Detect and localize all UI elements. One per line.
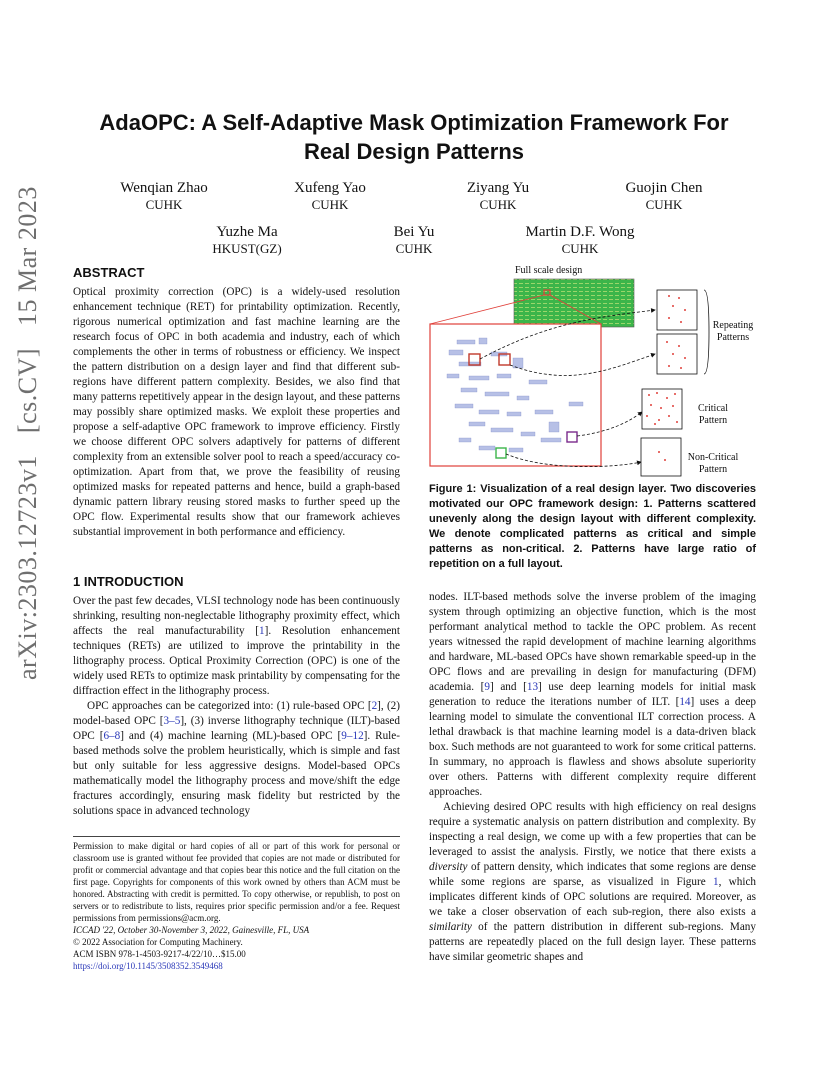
- figure-1-diagram: [429, 262, 759, 477]
- isbn-line: ACM ISBN 978-1-4503-9217-4/22/10…$15.00: [73, 949, 246, 959]
- footnote-rule: [73, 836, 400, 837]
- abstract-text: Optical proximity correction (OPC) is a widely-used resolution enhancement technique (RET) for printability optimization. Recently, rigorous numerical optimization and fast machine learning are the research focus of OPC in both academia and industry, each of which complements the other in terms of robustness or efficiency. We inspect the pattern distribution on a design layer and find that different sub-regions have different pattern complexity. Besides, we also find that many patterns repetitively appear in the design layout, and these patterns may possibly share optimized masks. We exploit these properties and propose a self-adaptive OPC framework to improve efficiency. Firstly we choose different OPC solvers adaptively for patterns of different complexity from an extensible solver pool to reach a speed/accuracy co-optimization. Apart from that, we prove the feasibility of reusing optimized masks for repeated patterns and hence, build a graph-based dynamic pattern library reusing stored masks to further speed up the OPC flow. Experimental results show that our framework achieves substantial improvement in both performance and efficiency.: [73, 286, 400, 538]
- intro-paragraph-2: OPC approaches can be categorized into: (1) rule-based OPC [2], (2) model-based OPC [3–5], (3) inverse lithography technique (ILT)-based OPC [6–8] and (4) machine learning (ML)-based OPC [9–12]. Rule-based methods solve the problem heuristically, which is simple and fast but only suitable for less aggressive designs. Model-based OPCs mathematically model the lithography process and move/shift the edge fractures accordingly, ensuring mask fidelity but restricted by the solutions space in advanced technology: [73, 700, 400, 817]
- arxiv-stamp: [8, 40, 48, 680]
- title-line-2: Real Design Patterns: [303, 139, 525, 164]
- citation-link[interactable]: 3–5: [163, 715, 181, 727]
- author: [245, 179, 415, 213]
- abstract-heading: ABSTRACT: [73, 265, 145, 280]
- author-affiliation: CUHK: [395, 241, 433, 256]
- author: [329, 223, 499, 257]
- intro-right-column: [429, 590, 756, 965]
- author: [79, 179, 249, 213]
- figure-1-caption: Figure 1: Visualization of a real design layer. Two discoveries motivated our OPC framework design: 1. Patterns scattered unevenly along the design layout with different complexity. We denote complicated patterns as critical and simple patterns as non-critical. 2. Patterns have large ratio of repetition on a full layout.: [429, 483, 756, 570]
- figure-1: [429, 262, 759, 477]
- copyright-line: © 2022 Association for Computing Machinery.: [73, 937, 243, 947]
- author: [579, 179, 749, 213]
- footnote: [73, 836, 400, 972]
- label-noncritical: Non-Critical Pattern: [687, 452, 739, 475]
- doi-link[interactable]: https://doi.org/10.1145/3508352.3549468: [73, 961, 223, 971]
- repeating-pattern-tile-2: [657, 334, 697, 374]
- author-name: Bei Yu: [393, 224, 435, 240]
- author-affiliation: CUHK: [645, 197, 683, 212]
- author-name: Martin D.F. Wong: [525, 224, 635, 240]
- author-name: Xufeng Yao: [294, 180, 366, 196]
- citation-link[interactable]: 9–12: [341, 730, 364, 742]
- conference-line: ICCAD '22, October 30-November 3, 2022, Gainesville, FL, USA: [73, 925, 310, 935]
- author-name: Ziyang Yu: [466, 180, 530, 196]
- citation-link[interactable]: 6–8: [103, 730, 121, 742]
- author-name: Guojin Chen: [625, 180, 703, 196]
- introduction-section: [73, 574, 400, 819]
- author: [162, 223, 332, 257]
- author-name: Yuzhe Ma: [216, 224, 278, 240]
- author-affiliation: CUHK: [311, 197, 349, 212]
- introduction-heading: 1 INTRODUCTION: [73, 574, 184, 589]
- label-repeating: Repeating Patterns: [712, 320, 754, 343]
- title-line-1: AdaOPC: A Self-Adaptive Mask Optimization Framework For: [99, 110, 729, 135]
- figure-link[interactable]: 1: [712, 876, 719, 888]
- arxiv-id[interactable]: arXiv:2303.12723v1: [13, 455, 42, 680]
- paper-title: [60, 108, 768, 166]
- label-full-scale: Full scale design: [515, 265, 583, 276]
- permission-notice: Permission to make digital or hard copies of all or part of this work for personal or classroom use is granted without fee provided that copies are not made or distributed for profit or commercial advantage and that copies bear this notice and the full citation on the first page. Copyrights for components of this work owned by others than ACM must be honored. Abstracting with credit is permitted. To copy otherwise, or republish, to post on servers or to redistribute to lists, requires prior specific permission and/or a fee. Request permissions from permissions@acm.org.: [73, 841, 400, 923]
- intro-paragraph-4: Achieving desired OPC results with high efficiency on real designs require a systematic analysis on pattern distribution and complexity. By inspecting a real design, we come up with a few properties that can be leveraged to assist the analysis. Firstly, we notice that there exists a diversity of pattern density, which indicates that some regions are dense while some regions are sparse, as visualized in Figure 1, which implicates different kinds of OPC solutions are required. Moreover, as we take a closer observation of each sub-region, there also exists a similarity of the pattern distribution in different sub-regions. Many patterns are repeatedly placed on the full design layer. These patterns have similar geometric shapes and: [429, 801, 757, 963]
- author: [413, 179, 583, 213]
- repeating-pattern-tile-1: [657, 290, 697, 330]
- abstract-section: [73, 265, 400, 540]
- noncritical-pattern-tile: [641, 438, 681, 476]
- arxiv-date: 15 Mar 2023: [13, 186, 42, 326]
- full-scale-design-map: [514, 279, 634, 327]
- citation-link[interactable]: 9: [484, 681, 490, 693]
- label-critical: Critical Pattern: [698, 403, 728, 426]
- citation-link[interactable]: 14: [679, 696, 691, 708]
- author-affiliation: HKUST(GZ): [212, 241, 282, 256]
- author-affiliation: CUHK: [145, 197, 183, 212]
- author: [495, 223, 665, 257]
- author-affiliation: CUHK: [561, 241, 599, 256]
- arxiv-category: [cs.CV]: [13, 347, 42, 434]
- intro-paragraph-3: nodes. ILT-based methods solve the inverse problem of the imaging system through optimizing an objective function, which is the most performant analytical method to tackle the OPC problem. As recent years witnessed the rapid development of machine learning algorithms and hardware, ML-based OPCs have shown remarkable speed-up in the OPC flows and are prevailing in design for manufacturing (DFM) academia. [9] and [13] use deep learning models for initial mask generation to reduce the iterations number of ILT. [14] uses a deep learning model to simulate the conventional ILT correction process. A lethal drawback is that machine learning model is a data-driven black box. Such methods are not guaranteed to work for some critical patterns. In summary, no approach is flawless and shows absolute superiority over others. Patterns with different complexity require different approaches.: [429, 591, 756, 798]
- author-affiliation: CUHK: [479, 197, 517, 212]
- author-name: Wenqian Zhao: [120, 180, 208, 196]
- citation-link[interactable]: 1: [259, 625, 265, 637]
- citation-link[interactable]: 2: [371, 700, 378, 712]
- citation-link[interactable]: 13: [526, 681, 539, 693]
- zoomed-region: [430, 324, 601, 466]
- intro-paragraph-1: Over the past few decades, VLSI technology node has been continuously shrinking, resulting non-neglectable lithography proximity effect, which affects the real manufacturability [1]. Resolution enhancement techniques (RETs) are utilized to improve the printability in the lithography process. Optical Proximity Correction (OPC) is one of the widely used RETs to optimize mask printability by compensating for the diffraction effect in the lithography process.: [73, 595, 400, 697]
